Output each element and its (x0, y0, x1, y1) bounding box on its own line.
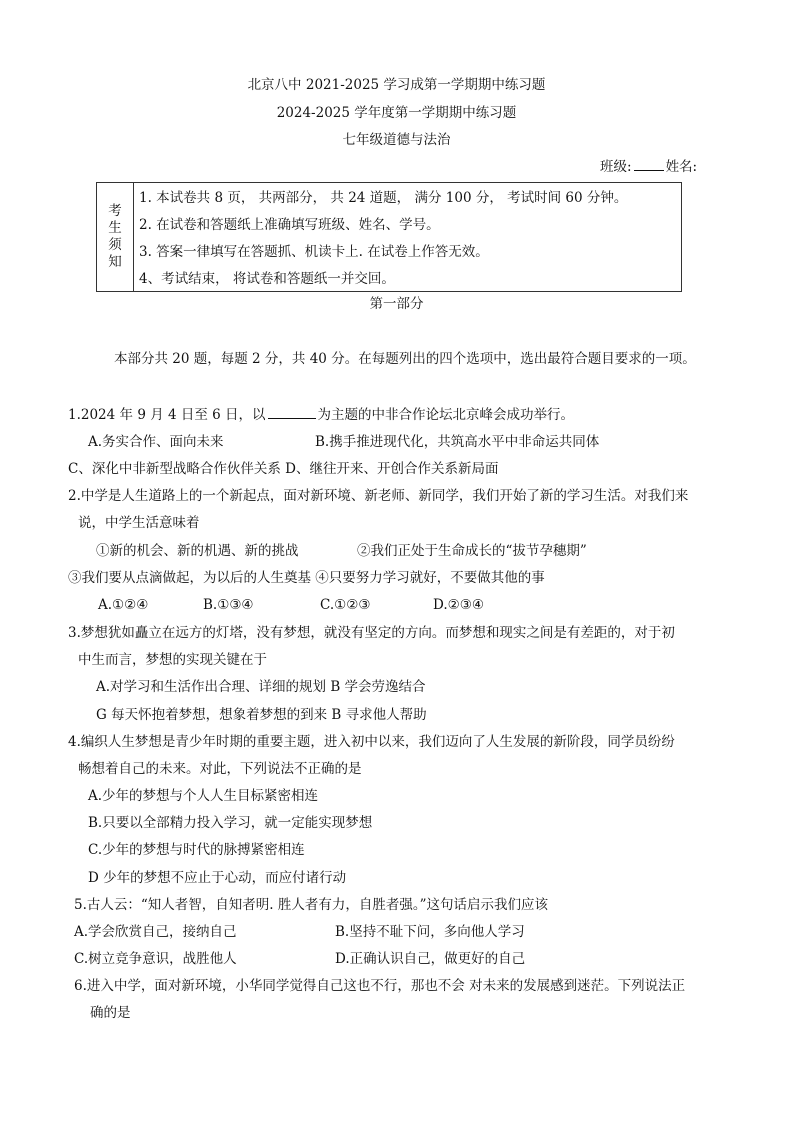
name-label: 姓名: (665, 159, 698, 175)
question-6-stem-cont: 确的是 (90, 1005, 131, 1021)
question-4-stem-cont: 畅想着自己的未来。对此，下列说法不正确的是 (78, 761, 362, 777)
exam-notice-box (96, 182, 682, 292)
question-5-option-a: A.学会欣赏自己，接纳自己 (74, 924, 237, 940)
notice-items (139, 185, 627, 293)
notice-label-char: 须 (108, 237, 122, 253)
notice-item: 1. 本试卷共 8 页， 共两部分， 共 24 道题， 满分 100 分， 考试时间 60 分钟。 (139, 190, 628, 206)
question-4-stem: 4.编织人生梦想是青少年时期的重要主题，进入初中以来，我们迈向了人生发展的新阶段，同学员纷纷 (68, 734, 675, 750)
question-4-option-a: A.少年的梦想与个人人生目标紧密相连 (88, 788, 319, 804)
question-2-option-d: D.②③④ (433, 597, 484, 613)
notice-label-char: 知 (108, 254, 122, 270)
question-2-stem-cont: 说，中学生活意味着 (78, 515, 200, 531)
question-2-statement-1: ①新的机会、新的机遇、新的挑战 (96, 543, 299, 559)
part1-title: 第一部分 (369, 296, 424, 312)
class-label: 班级: (600, 159, 632, 175)
question-3-stem: 3.梦想犹如矗立在远方的灯塔，没有梦想，就没有坚定的方向。而梦想和现实之间是有差距的，对于初 (68, 625, 675, 641)
question-2-stem: 2.中学是人生道路上的一个新起点，面对新环境、新老师、新同学，我们开始了新的学习生活。对我们来 (68, 488, 689, 504)
class-name-fields (600, 158, 697, 176)
exam-subject-title: 七年级道德与法治 (342, 132, 451, 148)
question-1-option-b: B.携手推进现代化，共筑高水平中非命运共同体 (315, 434, 600, 450)
question-1-stem (68, 406, 574, 424)
question-1-options-cd: C、深化中非新型战略合作伙伴关系 D、继往开来、开创合作关系新局面 (68, 461, 499, 477)
question-6-stem: 6.进入中学，面对新环境，小华同学觉得自己这也不行，那也不会 对未来的发展感到迷茫。下列说法正 (74, 978, 686, 994)
class-blank (634, 158, 664, 171)
exam-header-line1: 北京八中 2021-2025 学习成第一学期期中练习题 (247, 77, 546, 93)
question-1-text: 1.2024 年 9 月 4 日至 6 日，以 (68, 407, 266, 423)
question-2-option-a: A.①②④ (98, 597, 149, 613)
notice-item: 2. 在试卷和答题纸上准确填写班级、姓名、学号。 (139, 217, 440, 233)
exam-header-line2: 2024-2025 学年度第一学期期中练习题 (276, 105, 517, 121)
question-1-text-end: 为主题的中非合作论坛北京峰会成功举行。 (317, 407, 575, 423)
question-4-option-c: C.少年的梦想与时代的脉搏紧密相连 (88, 842, 305, 858)
question-2-statements-34: ③我们要从点滴做起，为以后的人生奠基 ④只要努力学习就好，不要做其他的事 (68, 570, 545, 586)
notice-item: 3. 答案一律填写在答题抓、机读卡上. 在试卷上作答无效。 (139, 244, 489, 260)
question-2-option-c: C.①②③ (320, 597, 371, 613)
part1-instruction: 本部分共 20 题，每题 2 分，共 40 分。在每题列出的四个选项中，选出最符合题目要求的一项。 (114, 351, 696, 367)
question-5-option-c: C.树立竞争意识，战胜他人 (74, 951, 237, 967)
question-5-option-b: B.坚持不耻下问，多向他人学习 (335, 924, 525, 940)
question-1-option-a: A.务实合作、面向未来 (88, 434, 224, 450)
notice-label-char: 生 (108, 220, 122, 236)
question-3-stem-cont: 中生而言，梦想的实现关键在于 (78, 652, 267, 668)
question-3-options-ab: A.对学习和生活作出合理、详细的规划 B 学会劳逸结合 (96, 679, 426, 695)
notice-label-char: 考 (108, 203, 122, 219)
notice-item: 4、考试结束， 将试卷和答题纸一并交回。 (139, 271, 395, 287)
question-4-option-b: B.只要以全部精力投入学习，就一定能实现梦想 (88, 815, 373, 831)
question-5-stem: 5.古人云：“知人者智，自知者明. 胜人者有力，自胜者强。”这句话启示我们应该 (74, 897, 549, 913)
question-2-option-b: B.①③④ (203, 597, 254, 613)
question-3-options-cd: G 每天怀抱着梦想，想象着梦想的到来 B 寻求他人帮助 (96, 707, 427, 723)
question-4-option-d: D 少年的梦想不应止于心动，而应付诸行动 (88, 870, 347, 886)
question-5-option-d: D.正确认识自己，做更好的自己 (335, 951, 526, 967)
question-1-blank (268, 406, 316, 419)
question-2-statement-2: ②我们正处于生命成长的“拔节孕穗期” (357, 543, 587, 559)
notice-label (97, 183, 134, 291)
